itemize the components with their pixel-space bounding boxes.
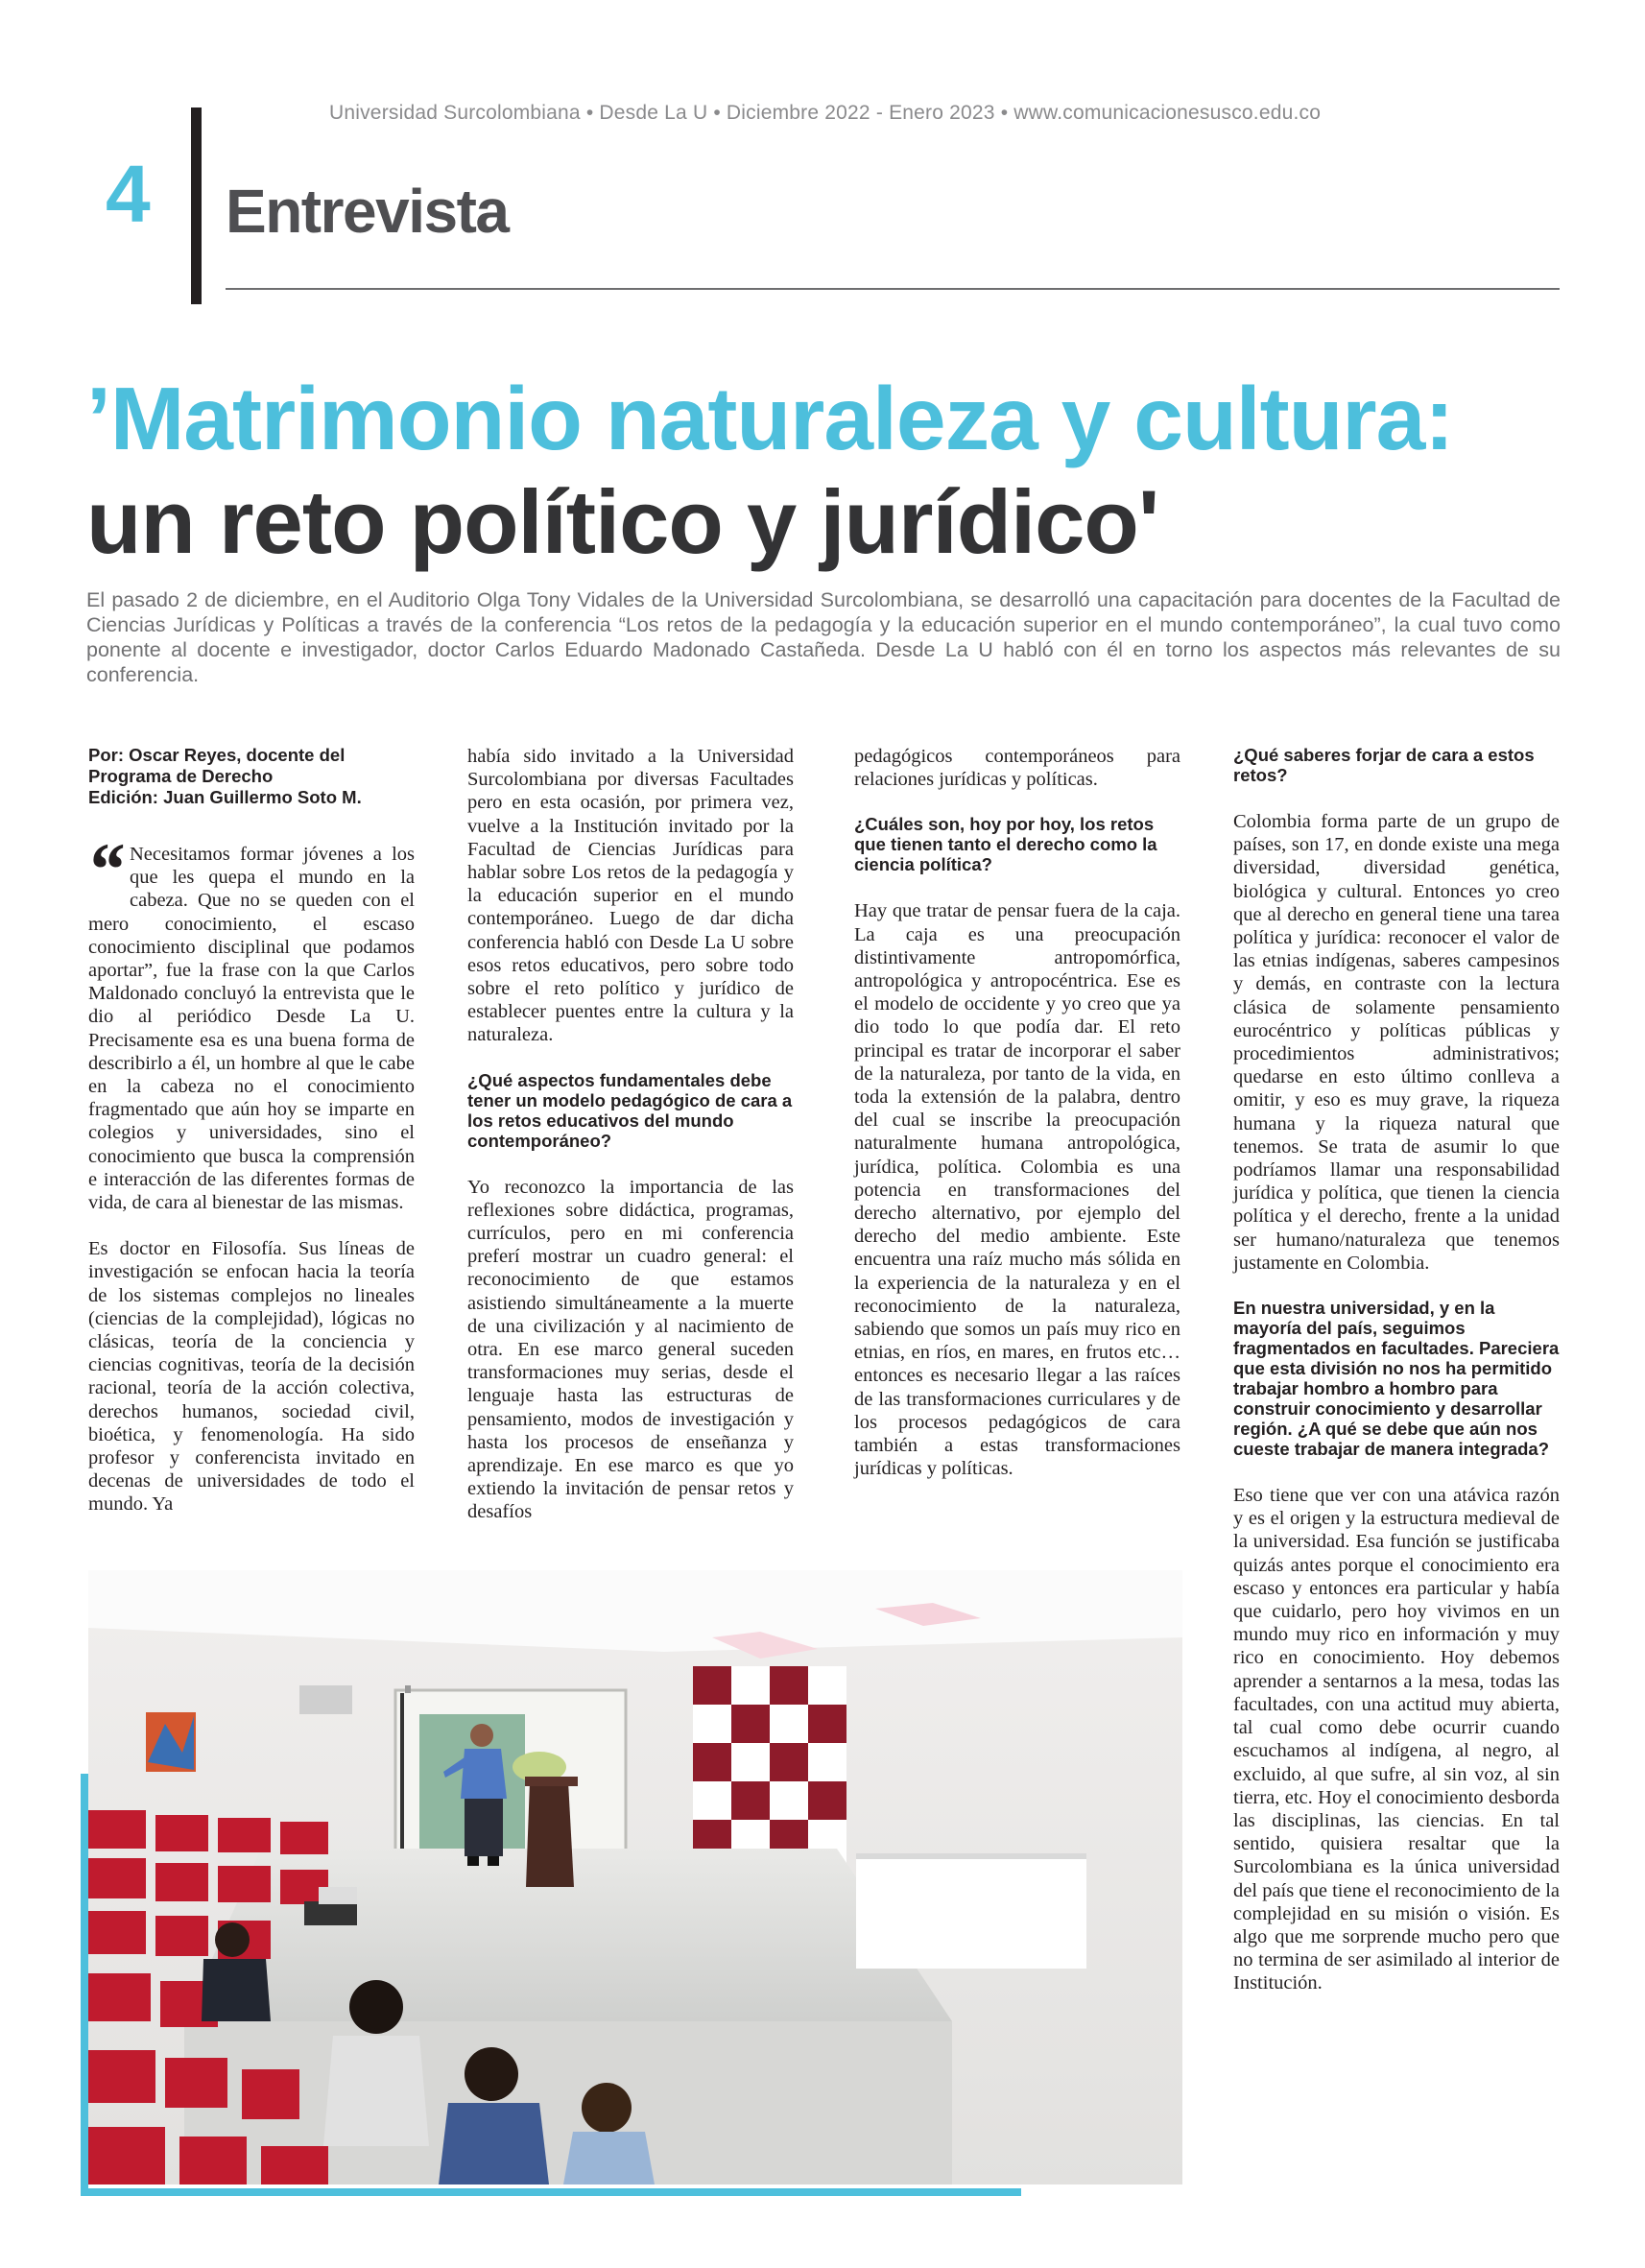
article-column-3 xyxy=(854,745,1180,1480)
photo-accent-left xyxy=(81,1774,88,2196)
interview-question: ¿Qué aspectos fundamentales debe tener un modelo pedagógico de cara a los retos educativos del mundo contemporáneo? xyxy=(467,1069,793,1151)
section-title: Entrevista xyxy=(226,177,509,246)
interview-question: ¿Qué saberes forjar de cara a estos retos? xyxy=(1233,745,1535,785)
byline-author: Por: Oscar Reyes, docente del Programa de Derecho xyxy=(88,745,346,786)
screen-mount xyxy=(405,1685,411,1693)
byline xyxy=(88,745,415,808)
projector xyxy=(319,1887,357,1904)
interview-question: En nuestra universidad, y en la mayoría del país, seguimos fragmentados en facultades. Pareciera que esta división no nos ha permitido trabajar hombro a hombro para construir conocimiento y desarrollar región. ¿A qué se debe que aún nos cueste trabajar de manera integrada? xyxy=(1233,1298,1560,1460)
page-number: 4 xyxy=(106,149,151,239)
opening-text: Necesitamos formar jóvenes a los que les quepa el mundo en la cabeza. Que no se queden con el mero conocimiento, el escaso conocimiento disciplinal que podamos aportar”, fue la frase con la que Carlos Maldonado concluyó la entrevista que le dio al periódico Desde La U. Precisamente esa es una buena forma de describirlo a él, un hombre al que le cabe en la cabeza no el conocimiento fragmentado que aún hoy se imparte en colegios y universidades, sino el conocimiento que busca la comprensión e interacción de las diferentes formas de vida, de cara al bienestar de las mismas. xyxy=(88,844,415,1214)
body-paragraph: Eso tiene que ver con una atávica razón y es el origen y la estructura medieval de la universidad. Esa función se justificaba quizás antes porque el conocimiento era escaso y entonces era particular y había que cuidarlo, pero hoy vivimos en un mundo muy rico en información y muy rico en conocimiento. Hoy debemos aprender a sentarnos a la mesa, todas las facultades, con una actitud muy abierta, tal cual como debe ocurrir cuando escuchamos al indígena, al negro, al excluido, al que sufre, al sin voz, al sin tierra, etc. Hoy el conocimiento desborda las disciplinas, las ciencias. En tal sentido, quisiera resaltar que la Surcolombiana es la única universidad del país que tiene el reconocimiento de la complejidad en su misión o visión. Es algo que me sorprende mucho pero que no termina de ser asimilado al interior de Institución. xyxy=(1233,1485,1560,1994)
laptop xyxy=(304,1901,357,1925)
body-paragraph: Hay que tratar de pensar fuera de la caja. La caja es una preocupación distintivamente antropomórfica, antropológica y antropocéntrica. Ese es el modelo de occidente y yo creo que ya dio todo lo que podía dar. El reto principal es tratar de incorporar el saber de la naturaleza, por tanto de la vida, en toda la extensión de la palabra, dentro del cual se inscribe la preocupación naturalmente humana antropológica, jurídica, política. Colombia es una potencia en transformaciones del derecho alternativo, por ejemplo del derecho del medio ambiente. Este encuentra una raíz mucho más sólida en la experiencia de la naturaleza y en el reconocimiento de la naturaleza, sabiendo que somos un país muy rico en etnias, en ríos, en mares, en frutos etc… entonces es necesario llegar a las raíces de las transformaciones curriculares y de los procesos pedagógicos de cara también a estas transformaciones jurídicas y políticas. xyxy=(854,900,1180,1480)
interview-question: ¿Cuáles son, hoy por hoy, los retos que tienen tanto el derecho como la ciencia política? xyxy=(854,814,1157,875)
section-rule xyxy=(226,288,1560,290)
byline-editor: Edición: Juan Guillermo Soto M. xyxy=(88,787,362,807)
article-column-1 xyxy=(88,745,415,1516)
photo-accent-bottom xyxy=(81,2188,1021,2196)
body-paragraph: pedagógicos contemporáneos para relaciones jurídicas y políticas. xyxy=(854,746,1180,791)
body-paragraph: había sido invitado a la Universidad Surcolombiana por diversas Facultades pero en esta ocasión, por primera vez, vuelve a la Institución invitado por la Facultad de Ciencias Jurídicas para hablar sobre Los retos de la pedagogía y la educación superior en el mundo contemporáneo. Luego de dar dicha conferencia habló con Desde La U sobre esos retos educativos, pero sobre todo sobre el reto político y jurídico de establecer puentes entre la cultura y la naturaleza. xyxy=(467,746,794,1046)
article-lede: El pasado 2 de diciembre, en el Auditorio Olga Tony Vidales de la Universidad Surcolombiana, se desarrolló una capacitación para docentes de la Facultad de Ciencias Jurídicas y Políticas a través de la conferencia “Los retos de la pedagogía y la educación superior en el mundo contemporáneo”, la cual tuvo como ponente al docente e investigador, doctor Carlos Eduardo Madonado Castañeda. Desde La U habló con él en torno los aspectos más relevantes de su conferencia. xyxy=(86,588,1561,686)
section-divider-bar xyxy=(191,107,202,304)
article-column-4 xyxy=(1233,745,1560,1995)
headline-line-2: un reto político y jurídico' xyxy=(86,471,1159,572)
body-paragraph: Colombia forma parte de un grupo de países, son 17, en donde existe una mega diversidad, diversidad genética, biológica y cultural. Entonces yo creo que al derecho en general tiene una tarea política y jurídica: reconocer el valor de las etnias indígenas, saberes campesinos y demás, en contraste con la lectura clásica de solamente pensamiento eurocéntrico y políticas públicas y procedimientos administrativos; quedarse en esto último conlleva a omitir, y eso es muy grave, la riqueza humana y la riqueza natural que tenemos. Se trata de asumir lo que podríamos llamar una responsabilidad jurídica y política, que tienen la ciencia política y el derecho, frente a la unidad ser humano/naturaleza que tenemos justamente en Colombia. xyxy=(1233,811,1560,1274)
body-paragraph: Yo reconozco la importancia de las reflexiones sobre didáctica, programas, currículos, pero en mi conferencia preferí mostrar un cuadro general: el reconocimiento de que estamos asistiendo simultáneamente a la muerte de una civilización y al nacimiento de otra. En ese marco general suceden transformaciones muy serias, desde el lenguaje hasta las estructuras de pensamiento, modos de investigación y hasta los procesos de enseñanza y aprendizaje. En ese marco es que yo extiendo la invitación de pensar retos y desafíos xyxy=(467,1176,794,1523)
article-column-2 xyxy=(467,745,794,1524)
table-with-cloth xyxy=(856,1853,1086,1969)
headline-line-1: ’Matrimonio naturaleza y cultura: xyxy=(86,369,1454,468)
lectern xyxy=(526,1781,574,1887)
air-vent xyxy=(299,1685,352,1714)
publication-line: Universidad Surcolombiana • Desde La U • Diciembre 2022 - Enero 2023 • www.comunicacionesusco.edu.co xyxy=(329,102,1322,124)
quote-mark-icon: “ xyxy=(86,827,124,911)
lectern-top xyxy=(525,1777,578,1786)
opening-paragraph xyxy=(86,827,415,1214)
body-paragraph: Es doctor en Filosofía. Sus líneas de investigación se enfocan hacia la teoría de los sistemas complejos no lineales (ciencias de la complejidad), lógicas no clásicas, teoría de la conciencia y ciencias cognitivas, teoría de la decisión racional, teoría de la acción colectiva, derechos humanos, sociedad civil, bioética, y fenomenología. Ha sido profesor y conferencista invitado en decenas de universidades de todo el mundo. Ya xyxy=(88,1238,415,1516)
conference-photo xyxy=(88,1570,1182,2184)
